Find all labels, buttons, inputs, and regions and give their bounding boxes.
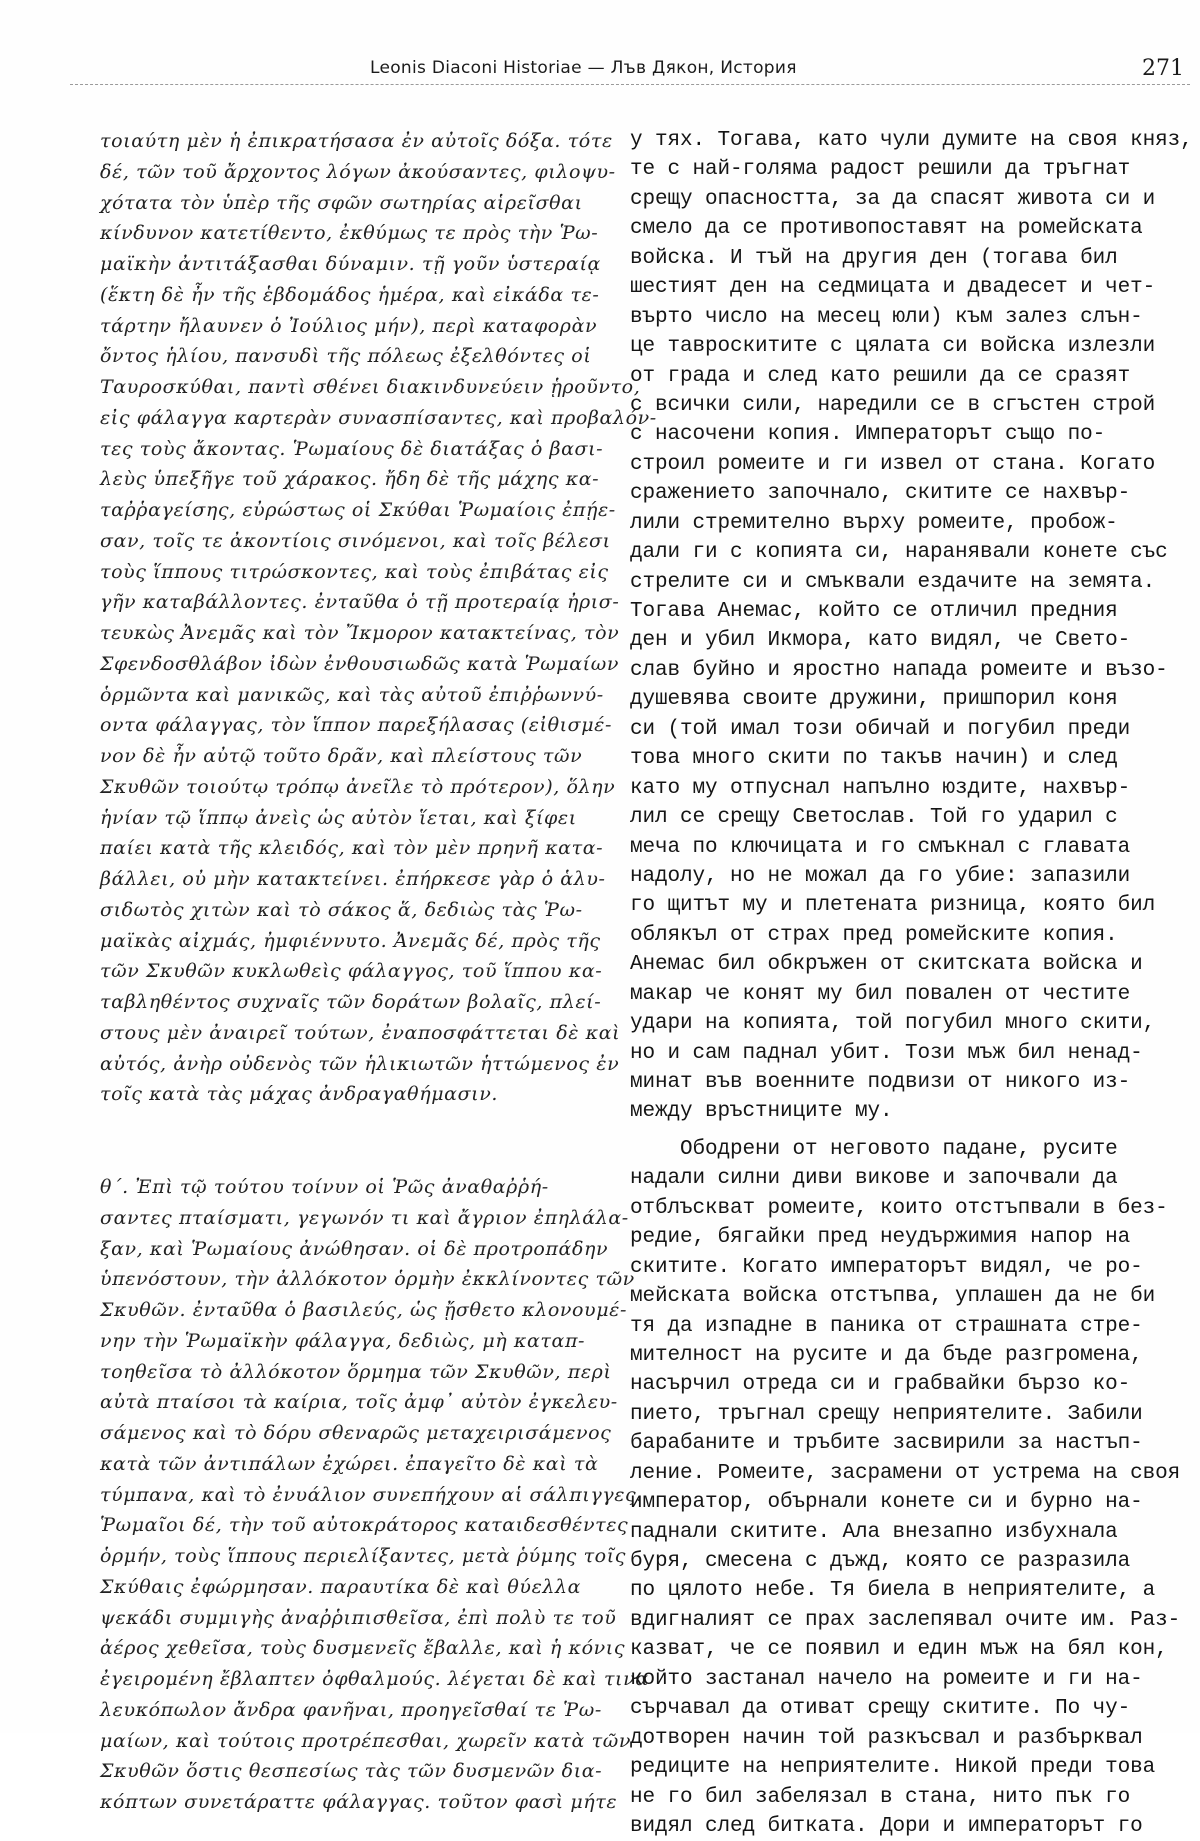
text-line: смело да се противопоставят на ромейската [630,217,1143,241]
bulgarian-text-column [630,126,1193,1841]
text-line: от града и след като решили да се сразят [630,364,1131,388]
text-line: (ἕκτη δὲ ἦν τῆς ἑβδομάδος ἡμέρα, καὶ εἰκάδα τε- [100,283,600,306]
text-line: δέ, τῶν τοῦ ἄρχοντος λόγων ἀκούσαντες, φιλοψυ- [100,160,616,183]
text-line: строил ромеите и ги извел от стана. Когато [630,452,1156,476]
text-line: ἀέρος χεθεῖσα, τοὺς δυσμενεῖς ἔβαλλε, καὶ ἡ κόνις [100,1637,626,1660]
text-line: с всички сили, наредили се в сгъстен строй [630,393,1156,417]
header-rule [70,84,1190,85]
text-line: σάμενος καὶ τὸ δόρυ σθεναρῶς μεταχειρισάμενος [100,1422,612,1444]
text-line: Ῥωμαῖοι δέ, τὴν τοῦ αὐτοκράτορος καταιδεσθέντες [100,1514,629,1537]
text-line: това много скити по такъв начин) и след [630,747,1118,771]
text-line: върто число на месец юли) към залез слън- [630,305,1143,329]
text-line: буря, смесена с дъжд, която се разразила [630,1550,1131,1573]
paragraph-gap [630,1127,1190,1135]
text-line: но и сам паднал убит. Този мъж бил ненад- [630,1041,1143,1065]
text-line: ление. Ромеите, засрамени от устрема на своя [630,1461,1181,1485]
text-line: скитите. Когато императорът видял, че ро- [630,1255,1143,1279]
text-line: Σκυθῶν. ἐνταῦθα ὁ βασιλεύς, ὡς ᾔσθετο κλονουμέ- [100,1299,627,1321]
text-line: сърчавал да отиват срещу скитите. По чу- [630,1697,1131,1721]
text-line: τοὺς ἵππους τιτρώσκοντες, καὶ τοὺς ἐπιβάτας εἰς [100,560,609,583]
text-line: надолу, но не можал да го убие: запазили [630,864,1131,888]
text-line: по цялото небе. Тя биела в неприятелите, а [630,1579,1156,1603]
text-line: це тавроскитите с цялата си войска излезли [630,335,1156,359]
text-line: σαντες πταίσματι, γεγωνόν τι καὶ ἄγριον ἐπηλάλα- [100,1206,629,1229]
text-line: ὁρμῶντα καὶ μανικῶς, καὶ τὰς αὐτοῦ ἐπιῤῥωννύ- [100,683,604,706]
text-line: θ΄. Ἐπὶ τῷ τούτου τοίνυν οἱ Ῥῶς ἀναθαῤῥή- [100,1176,549,1198]
text-line: Ободрени от неговото падане, русите [630,1137,1118,1161]
text-line: κόπτων συνετάραττε φάλαγγας. τοῦτον φασὶ μήτε [100,1791,618,1813]
text-line: видял след битката. Дори и императорът го [630,1814,1143,1838]
bulgarian-paragraph-2 [630,1135,1190,1841]
text-line: Σκυθῶν τοιούτῳ τρόπῳ ἀνεῖλε τὸ πρότερον), ὅλην [100,775,616,798]
running-title: Leonis Diaconi Historiae — Лъв Дякон, История [370,58,797,78]
text-line: ἐγειρομένη ἔβλαπτεν ὀφθαλμούς. λέγεται δὲ καὶ τινα [100,1668,649,1690]
text-line: τευκὼς Ἀνεμᾶς καὶ τὸν Ἴκμορον κατακτείνας, τὸν [100,622,620,644]
bulgarian-paragraph-1 [630,126,1193,1127]
text-line: βάλλει, οὐ μὴν κατακτείνει. ἐπήρκεσε γὰρ ὁ ἁλυ- [100,868,606,890]
text-line: срещу опасността, за да спасят живота си и [630,187,1156,211]
text-line: между връстниците му. [630,1100,893,1124]
text-line: казват, че се появил и един мъж на бял кон, [630,1638,1168,1662]
text-line: лили стремително върху ромеите, пробож- [630,511,1118,535]
text-line: νον δὲ ἦν αὐτῷ τοῦτο δρᾶν, καὶ πλείστους τῶν [100,745,583,767]
text-line: слав буйно и яростно напада ромеите и възо- [630,658,1168,682]
text-line: μαίων, καὶ τούτοις προτρέπεσθαι, χωρεῖν κατὰ τῶν [100,1729,631,1752]
text-line: ден и убил Икмора, като видял, че Свето- [630,629,1131,653]
text-line: войска. И тъй на другия ден (тогава бил [630,246,1118,270]
text-line: лил се срещу Светослав. Той го ударил с [630,806,1118,830]
text-line: Σφενδοσθλάβον ἰδὼν ἐνθουσιωδῶς κατὰ Ῥωμαίων [100,652,619,675]
text-line: вдигналият се прах заслепявал очите им. Раз- [630,1608,1181,1632]
text-line: ξαν, καὶ Ῥωμαίους ἀνώθησαν. οἱ δὲ προτροπάδην [100,1237,609,1260]
text-line: σιδωτὸς χιτὼν καὶ τὸ σάκος ἅ, δεδιὼς τὰς Ῥω- [100,898,583,921]
text-line: шестият ден на седмицата и двадесет и чет- [630,276,1156,300]
text-line: мейската войска отстъпва, уплашен да не би [630,1285,1156,1309]
text-line: νην τὴν Ῥωμαϊκὴν φάλαγγα, δεδιὼς, μὴ καταπ- [100,1329,586,1352]
text-line: εἰς φάλαγγα καρτερὰν συνασπίσαντες, καὶ προβαλόν- [100,406,657,429]
text-line: тя да изпадне в паника от страшната стре- [630,1314,1143,1338]
text-line: ὑπενόστουν, τὴν ἀλλόκοτον ὁρμὴν ἐκκλίνοντες τῶν [100,1268,635,1291]
text-line: барабаните и тръбите засвирили за настъп- [630,1432,1143,1456]
text-line: τύμπανα, καὶ τὸ ἐνυάλιον συνεπήχουν αἱ σάλπιγγες. [100,1483,643,1506]
text-line: σαν, τοῖς τε ἀκοντίοις σινόμενοι, καὶ τοῖς βέλεσι [100,529,611,552]
text-line: удари на копията, той погубил много скити, [630,1012,1156,1036]
text-line: те с най-голяма радост решили да тръгнат [630,158,1131,182]
text-line: Σκύθαις ἐφώρμησαν. παραυτίκα δὲ καὶ θύελλα [100,1575,582,1598]
paragraph-gap [100,1110,608,1172]
text-line: насърчил отреда си и грабвайки бързо ко- [630,1373,1131,1397]
text-line: λευκόπωλον ἄνδρα φανῆναι, προηγεῖσθαί τε Ῥω- [100,1698,602,1721]
text-line: отблъскват ромеите, които отстъпвали в без- [630,1196,1168,1220]
text-line: не го бил забелязал в стана, нито пък го [630,1785,1131,1809]
text-line: надали силни диви викове и започвали да [630,1167,1118,1191]
text-line: си (той имал този обичай и погубил преди [630,717,1131,741]
text-line: у тях. Тогава, като чули думите на своя княз, [630,129,1193,152]
text-line: τάρτην ἤλαυνεν ὁ Ἰούλιος μήν), περὶ καταφορὰν [100,314,598,337]
text-line: κατὰ τῶν ἀντιπάλων ἐχώρει. ἐπαγεῖτο δὲ καὶ τὰ [100,1452,599,1475]
text-line: τοιαύτη μὲν ἡ ἐπικρατήσασα ἐν αὐτοῖς δόξα. τότε [100,130,613,152]
text-line: редиците на неприятелите. Никой преди това [630,1756,1156,1780]
text-line: с насочени копия. Императорът също по- [630,423,1106,447]
text-line: сражението започнало, скитите се нахвър- [630,482,1131,506]
text-line: ταῤῥαγείσης, εὐρώστως οἱ Σκύθαι Ῥωμαίοις ἐπῄε- [100,499,616,521]
text-line: мителност на русите и да бъде разгромена, [630,1343,1143,1367]
greek-paragraph-1 [100,126,657,1110]
text-line: го щитът му и плетената ризница, която бил [630,894,1156,918]
text-line: като му отпуснал напълно юздите, нахвър- [630,776,1131,800]
text-line: меча по ключицата и го смъкнал с главата [630,835,1131,859]
page-number: 271 [1142,56,1184,81]
text-line: ἡνίαν τῷ ἵππῳ ἀνεὶς ὡς αὐτὸν ἵεται, καὶ ξίφει [100,806,577,829]
text-line: облякъл от страх пред ромейските копия. [630,923,1118,947]
text-line: макар че конят му бил повален от честите [630,982,1131,1006]
text-line: ὁρμήν, τοὺς ἵππους περιελίξαντες, μετὰ ῥύμης τοῖς [100,1545,627,1567]
text-line: γῆν καταβάλλοντες. ἐνταῦθα ὁ τῇ προτεραίᾳ ἠρισ- [100,591,620,614]
text-line: παίει κατὰ τῆς κλειδός, καὶ τὸν μὲν πρηνῆ κατα- [100,837,604,860]
text-line: Тогава Анемас, който се отличил предния [630,600,1118,623]
text-line: Ταυροσκύθαι, παντὶ σθένει διακινδυνεύειν ᾑροῦντο, [100,376,641,398]
text-line: τες τοὺς ἄκοντας. Ῥωμαίους δὲ διατάξας ὁ βασι- [100,437,604,460]
text-line: Σκυθῶν ὅστις θεσπεσίως τὰς τῶν δυσμενῶν δια- [100,1760,603,1783]
text-line: μαϊκὰς αἰχμάς, ἠμφιέννυτο. Ἀνεμᾶς δέ, πρὸς τῆς [100,929,601,952]
text-line: паднали скитите. Ала внезапно избухнала [630,1520,1118,1544]
text-line: душевява своите дружини, пришпорил коня [630,688,1118,712]
text-line: дотворен начин той разкъсвал и разбърквал [630,1726,1143,1750]
text-line: редие, бягайки пред неудържимия напор на [630,1226,1131,1250]
text-line: αὐτός, ἀνὴρ οὐδενὸς τῶν ἡλικιωτῶν ἡττώμενος ἐν [100,1052,620,1075]
text-line: λεὺς ὑπεξῆγε τοῦ χάρακος. ἤδη δὲ τῆς μάχης κα- [100,468,600,491]
text-line: οντα φάλαγγας, τὸν ἵππον παρεξήλασας (εἰθισμέ- [100,714,612,737]
text-line: τῶν Σκυθῶν κυκλωθεὶς φάλαγγος, τοῦ ἵππου κα- [100,960,603,983]
text-line: κίνδυνον κατετίθεντο, ἐκθύμως τε πρὸς τὴν Ῥω- [100,222,599,245]
text-line: ὄντος ἡλίου, πανσυδὶ τῆς πόλεως ἐξελθόντες οἱ [100,345,592,368]
text-line: минат във военните подвизи от никого из- [630,1071,1131,1094]
text-line: μαϊκὴν ἀντιτάξασθαι δύναμιν. τῇ γοῦν ὑστεραίᾳ [100,253,601,275]
greek-text-column [100,126,657,1818]
text-line: τοηθεῖσα τὸ ἀλλόκοτον ὅρμημα τῶν Σκυθῶν, περὶ [100,1360,612,1383]
text-line: χότατα τὸν ὑπὲρ τῆς σφῶν σωτηρίας αἱρεῖσθαι [100,191,583,214]
text-line: пието, тръгнал срещу неприятелите. Забили [630,1402,1143,1426]
text-line: στους μὲν ἀναιρεῖ τούτων, ἐναποσφάττεται δὲ καὶ [100,1021,621,1044]
greek-paragraph-2 [100,1172,649,1818]
text-line: дали ги с копията си, наранявали конете със [630,541,1168,565]
text-line: император, обърнали конете си и бурно на- [630,1491,1143,1515]
text-line: Анемас бил обкръжен от скитската войска и [630,953,1143,977]
text-line: който застанал начело на ромеите и ги на- [630,1667,1143,1691]
text-line: стрелите си и смъквали ездачите на земята. [630,570,1156,594]
text-line: ταβληθέντος συχναῖς τῶν δοράτων βολαῖς, πλεί- [100,991,602,1013]
text-line: τοῖς κατὰ τὰς μάχας ἀνδραγαθήμασιν. [100,1083,498,1106]
running-head [40,48,1190,88]
text-line: ψεκάδι συμμιγὴς ἀναῤῥιπισθεῖσα, ἐπὶ πολὺ τε τοῦ [100,1606,617,1629]
text-line: αὐτὰ πταίσοι τὰ καίρια, τοῖς ἀμφ᾿ αὐτὸν ἐγκελευ- [100,1391,618,1414]
